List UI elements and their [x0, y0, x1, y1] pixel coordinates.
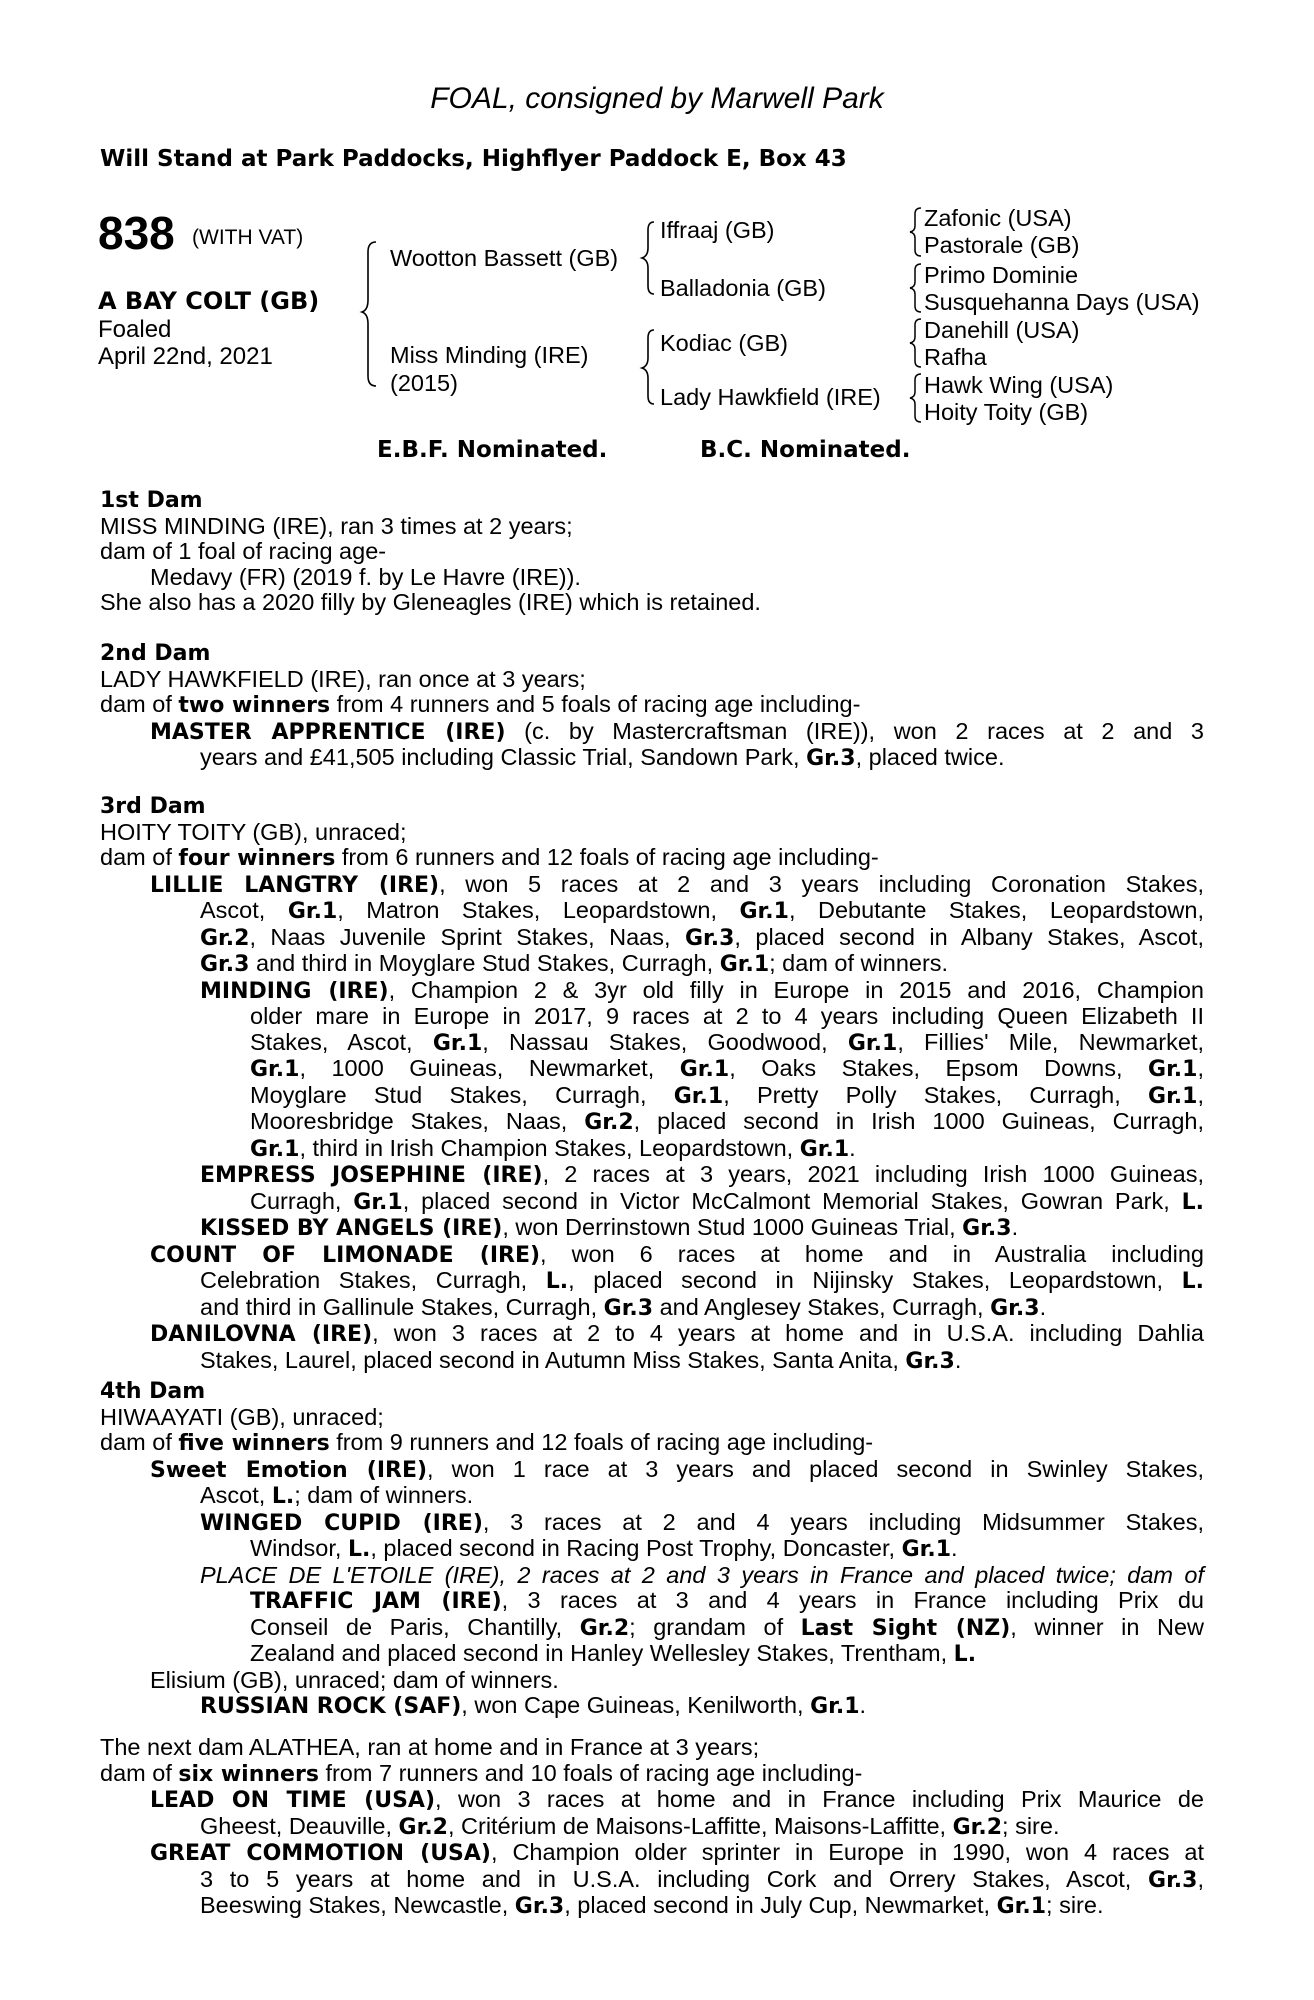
pedigree-gg-7: Hawk Wing (USA): [924, 372, 1114, 398]
pedigree-gg-2: Pastorale (GB): [924, 232, 1080, 258]
next-dam-entry: 3 to 5 years at home and in U.S.A. including Cork and Orrery Stakes, Ascot, Gr.3,: [200, 1865, 1204, 1893]
next-dam-entry: LEAD ON TIME (USA), won 3 races at home and in France including Prix Maurice de: [150, 1786, 1204, 1813]
first-dam-line: dam of 1 foal of racing age-: [100, 538, 387, 564]
third-dam-heading: 3rd Dam: [100, 794, 206, 819]
foaled-date: April 22nd, 2021: [98, 343, 273, 370]
lot-description: A BAY COLT (GB): [98, 287, 320, 315]
third-dam-entry: DANILOVNA (IRE), won 3 races at 2 to 4 years at home and in U.S.A. including Dahlia: [150, 1320, 1204, 1347]
third-dam-entry: Gr.1, 1000 Guineas, Newmarket, Gr.1, Oaks Stakes, Epsom Downs, Gr.1,: [250, 1055, 1204, 1082]
fourth-dam-entry: Conseil de Paris, Chantilly, Gr.2; grandam of Last Sight (NZ), winner in New: [250, 1613, 1204, 1641]
third-dam-entry: older mare in Europe in 2017, 9 races at 2 to 4 years including Queen Elizabeth II: [250, 1003, 1204, 1029]
next-dam-line: The next dam ALATHEA, ran at home and in France at 3 years;: [100, 1734, 760, 1760]
third-dam-line: dam of four winners from 6 runners and 12 foals of racing age including-: [100, 844, 879, 871]
fourth-dam-entry: Zealand and placed second in Hanley Wellesley Stakes, Trentham, L.: [250, 1640, 977, 1667]
fourth-dam-entry: RUSSIAN ROCK (SAF), won Cape Guineas, Kenilworth, Gr.1.: [200, 1692, 867, 1719]
pedigree-bracket-gg3: [909, 317, 923, 369]
third-dam-entry: Stakes, Laurel, placed second in Autumn Miss Stakes, Santa Anita, Gr.3.: [200, 1346, 962, 1374]
pedigree-bracket-sire: [640, 220, 660, 300]
second-dam-entry: MASTER APPRENTICE (IRE) (c. by Mastercraftsman (IRE)), won 2 races at 2 and 3: [150, 717, 1204, 745]
pedigree-dam: Miss Minding (IRE): [390, 342, 589, 368]
vat-label: (WITH VAT): [192, 226, 304, 249]
fourth-dam-entry: TRAFFIC JAM (IRE), 3 races at 3 and 4 years in France including Prix du: [250, 1587, 1204, 1614]
third-dam-entry: EMPRESS JOSEPHINE (IRE), 2 races at 3 years, 2021 including Irish 1000 Guineas,: [200, 1161, 1204, 1188]
fourth-dam-section: [100, 1379, 1204, 1720]
pedigree-gg-6: Rafha: [924, 344, 987, 370]
fourth-dam-entry: Windsor, L., placed second in Racing Post Trophy, Doncaster, Gr.1.: [250, 1535, 958, 1562]
first-dam-line: She also has a 2020 filly by Gleneagles (IRE) which is retained.: [100, 589, 761, 615]
bc-nomination: B.C. Nominated.: [700, 437, 911, 463]
first-dam-heading: 1st Dam: [100, 488, 203, 513]
pedigree-bracket-dam: [640, 328, 660, 410]
first-dam-line: MISS MINDING (IRE), ran 3 times at 2 years;: [100, 512, 573, 539]
next-dam-entry: Beeswing Stakes, Newcastle, Gr.3, placed second in July Cup, Newmarket, Gr.1; sire.: [200, 1892, 1104, 1919]
pedigree-dam-dam: Lady Hawkfield (IRE): [660, 384, 881, 410]
fourth-dam-entry: WINGED CUPID (IRE), 3 races at 2 and 4 years including Midsummer Stakes,: [200, 1508, 1204, 1536]
third-dam-line: HOITY TOITY (GB), unraced;: [100, 818, 407, 845]
pedigree-bracket-main: [362, 240, 382, 390]
third-dam-entry: Curragh, Gr.1, placed second in Victor McCalmont Memorial Stakes, Gowran Park, L.: [250, 1187, 1204, 1215]
ebf-nomination: E.B.F. Nominated.: [377, 437, 608, 463]
third-dam-entry: Gr.2, Naas Juvenile Sprint Stakes, Naas, Gr.3, placed second in Albany Stakes, Ascot,: [200, 923, 1204, 951]
fourth-dam-line: HIWAAYATI (GB), unraced;: [100, 1403, 384, 1430]
third-dam-entry: Celebration Stakes, Curragh, L., placed second in Nijinsky Stakes, Leopardstown, L.: [200, 1267, 1204, 1294]
pedigree-sire-sire: Iffraaj (GB): [660, 217, 775, 243]
third-dam-entry: MINDING (IRE), Champion 2 & 3yr old filly in Europe in 2015 and 2016, Champion: [200, 976, 1204, 1004]
pedigree-dam-sire: Kodiac (GB): [660, 330, 788, 356]
next-dam-entry: GREAT COMMOTION (USA), Champion older sprinter in Europe in 1990, won 4 races at: [150, 1839, 1204, 1866]
third-dam-section: [100, 794, 1204, 1374]
pedigree-sire: Wootton Bassett (GB): [390, 245, 619, 271]
fourth-dam-entry: Elisium (GB), unraced; dam of winners.: [150, 1666, 559, 1693]
lot-number: 838: [98, 207, 175, 259]
second-dam-heading: 2nd Dam: [100, 641, 211, 666]
fourth-dam-entry: Ascot, L.; dam of winners.: [200, 1482, 474, 1509]
third-dam-entry: Gr.1, third in Irish Champion Stakes, Leopardstown, Gr.1.: [250, 1134, 856, 1162]
fourth-dam-entry: PLACE DE L'ETOILE (IRE), 2 races at 2 and 3 years in France and placed twice; dam of: [200, 1561, 1204, 1588]
third-dam-entry: Ascot, Gr.1, Matron Stakes, Leopardstown, Gr.1, Debutante Stakes, Leopardstown,: [200, 897, 1204, 924]
first-dam-section: [100, 488, 1204, 616]
third-dam-entry: COUNT OF LIMONADE (IRE), won 6 races at home and in Australia including: [150, 1240, 1204, 1268]
third-dam-entry: Moyglare Stud Stakes, Curragh, Gr.1, Pretty Polly Stakes, Curragh, Gr.1,: [250, 1081, 1204, 1109]
third-dam-entry: KISSED BY ANGELS (IRE), won Derrinstown Stud 1000 Guineas Trial, Gr.3.: [200, 1214, 1019, 1241]
second-dam-line: LADY HAWKFIELD (IRE), ran once at 3 years;: [100, 665, 586, 692]
second-dam-line: dam of two winners from 4 runners and 5 foals of racing age including-: [100, 691, 861, 718]
pedigree-sire-dam: Balladonia (GB): [660, 275, 826, 301]
first-dam-line: Medavy (FR) (2019 f. by Le Havre (IRE)).: [150, 563, 581, 590]
foaled-label: Foaled: [98, 316, 172, 343]
foaled-info: [98, 316, 273, 370]
pedigree-gg-5: Danehill (USA): [924, 317, 1080, 343]
pedigree-gg-8: Hoity Toity (GB): [924, 399, 1089, 425]
next-dam-entry: Gheest, Deauville, Gr.2, Critérium de Maisons-Laffitte, Maisons-Laffitte, Gr.2; sire.: [200, 1812, 1060, 1840]
pedigree-bracket-gg1: [909, 206, 923, 258]
stand-location: Will Stand at Park Paddocks, Highflyer Paddock E, Box 43: [100, 146, 847, 172]
second-dam-entry: years and £41,505 including Classic Trial, Sandown Park, Gr.3, placed twice.: [200, 744, 1005, 771]
third-dam-entry: and third in Gallinule Stakes, Curragh, Gr.3 and Anglesey Stakes, Curragh, Gr.3.: [200, 1293, 1047, 1321]
second-dam-section: [100, 641, 1204, 772]
pedigree-gg-1: Zafonic (USA): [924, 205, 1072, 231]
next-dam-section: [100, 1735, 1204, 1920]
pedigree-gg-3: Primo Dominie: [924, 262, 1079, 288]
fourth-dam-heading: 4th Dam: [100, 1379, 206, 1404]
pedigree-bracket-gg2: [909, 262, 923, 314]
fourth-dam-entry: Sweet Emotion (IRE), won 1 race at 3 years and placed second in Swinley Stakes,: [150, 1455, 1205, 1483]
next-dam-line: dam of six winners from 7 runners and 10 foals of racing age including-: [100, 1759, 863, 1787]
third-dam-entry: LILLIE LANGTRY (IRE), won 5 races at 2 and 3 years including Coronation Stakes,: [150, 870, 1204, 898]
pedigree-gg-4: Susquehanna Days (USA): [924, 289, 1200, 315]
page-title: FOAL, consigned by Marwell Park: [430, 82, 884, 115]
fourth-dam-line: dam of five winners from 9 runners and 12 foals of racing age including-: [100, 1429, 874, 1456]
third-dam-entry: Stakes, Ascot, Gr.1, Nassau Stakes, Goodwood, Gr.1, Fillies' Mile, Newmarket,: [250, 1028, 1204, 1056]
pedigree-dam-year: (2015): [390, 370, 458, 396]
third-dam-entry: Mooresbridge Stakes, Naas, Gr.2, placed second in Irish 1000 Guineas, Curragh,: [250, 1108, 1204, 1135]
pedigree-bracket-gg4: [909, 372, 923, 424]
third-dam-entry: Gr.3 and third in Moyglare Stud Stakes, Curragh, Gr.1; dam of winners.: [200, 950, 949, 977]
